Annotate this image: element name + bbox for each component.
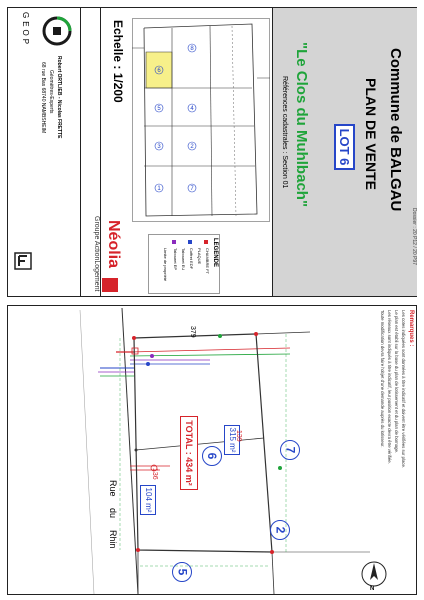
north-label: N — [370, 586, 375, 592]
geometre-names: Robert ORTLIEB - Nicolas FRETTE — [56, 56, 62, 139]
neighbor-2-label: 2 — [273, 526, 287, 534]
geometre-address: 68 rue Bas 68740 NAMBSHEIM — [40, 62, 46, 134]
legend-swatch-blue — [188, 240, 192, 244]
sketch-lot-7: 7 — [190, 186, 194, 192]
neighbor-7-label: 7 — [283, 446, 297, 454]
sub2-area: 104 m² — [144, 487, 153, 513]
legend-swatch-red — [204, 240, 208, 244]
neighbor-lot-7 — [280, 440, 300, 460]
sketch-lot-2: 2 — [190, 144, 194, 150]
lot-box — [334, 124, 355, 170]
sub2-number: 136 — [151, 468, 158, 480]
remarque-4: Toute modification devra faire l'objet d'une demande auprès du lotisseur. — [380, 310, 385, 448]
remarque-1: Les cotes indiquées sont données à titre indicatif et doivent être vérifiées sur place. — [401, 310, 406, 469]
commune-title: Commune de BALGAU — [387, 48, 404, 212]
references: Références cadastrales : Section 01 — [281, 76, 288, 189]
legend-swatch-purple — [172, 240, 176, 244]
legend-item-6: Limite de propriété — [163, 248, 168, 282]
parcel-ref: 379 — [189, 326, 196, 338]
legend-item-5: Tabouret EP — [173, 248, 178, 271]
remarque-3: Les réseaux sont indiqués à titre indicatif, leur position exacte devra être vérifiée. — [387, 310, 392, 464]
sketch-lot-8: 8 — [190, 46, 194, 52]
street-word-2: du — [108, 508, 118, 519]
lot-number: 6 — [205, 452, 219, 460]
neighbor-lot-2 — [270, 520, 290, 540]
echelle: Echelle : 1/200 — [111, 20, 125, 103]
remarque-title: Remarques : — [408, 310, 414, 347]
brand-name: Néolia — [105, 220, 122, 269]
fge-logo-icon — [14, 252, 32, 270]
legend-item-2: PLAQUE — [197, 248, 202, 265]
neighbor-5-label: 5 — [175, 568, 189, 576]
geop-logo-icon — [42, 16, 72, 46]
legend-title: LEGENDE — [212, 238, 218, 268]
total-box — [180, 416, 198, 490]
lot-label: LOT 6 — [337, 128, 352, 166]
lot-circle-6 — [202, 446, 222, 466]
lotissement-name: "Le Clos du Muhlbach" — [293, 42, 310, 208]
situation-sketch — [132, 18, 270, 222]
brand-logo-icon — [102, 278, 118, 292]
sub2-box — [140, 485, 156, 515]
north-arrow-icon — [360, 560, 388, 588]
sketch-lot-6: 6 — [157, 68, 161, 74]
sketch-lot-1: 1 — [157, 186, 161, 192]
street-word-1: Rue — [108, 480, 118, 497]
sub1-number: 139 — [235, 430, 242, 442]
sub1-area: 315 m² — [228, 427, 237, 453]
dossier: Dossier : 20 P12 / 20 P97 — [411, 208, 417, 265]
sketch-lot-3: 3 — [157, 144, 161, 150]
brand-sub: Groupe ActionLogement — [93, 216, 100, 292]
sketch-lot-4: 4 — [190, 106, 194, 112]
street-word-3: Rhin — [108, 530, 118, 549]
total-area: TOTAL : 434 m² — [184, 420, 194, 486]
remarque-2: Le plan est établi sur la base du plan de lotissement et du plan de bornage. — [394, 310, 399, 454]
legend-item-3: Coffret EDF — [189, 248, 194, 270]
geometre-title: Géomètres-Experts — [48, 70, 54, 114]
neighbor-lot-5 — [172, 562, 192, 582]
legend-item-4: Tabouret EU — [181, 248, 186, 271]
legend-item-1: CHAMBRE FT — [205, 248, 210, 274]
sketch-lot-5: 5 — [157, 106, 161, 112]
plan-title: PLAN DE VENTE — [363, 78, 379, 191]
geop-name: GEOP — [21, 12, 30, 48]
